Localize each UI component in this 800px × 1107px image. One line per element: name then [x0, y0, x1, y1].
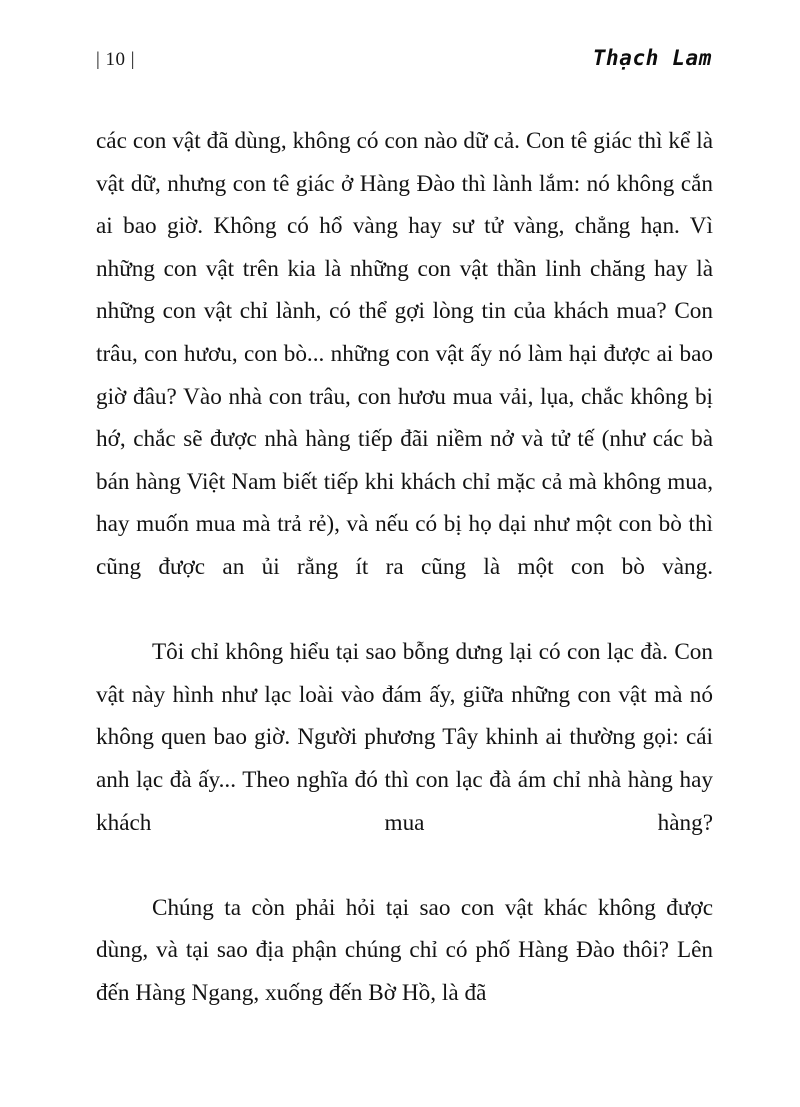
paragraph-1: các con vật đã dùng, không có con nào dữ cả. Con tê giác thì kể là vật dữ, nhưng con tê giác ở Hàng Đào thì lành lắm: nó không cắn ai bao giờ. Không có hổ vàng hay sư tử vàng, chẳng hạn. Vì những con vật trên kia là những con vật thần linh chăng hay là những con vật chỉ lành, có thể gợi lòng tin của khách mua? Con trâu, con hươu, con bò... những con vật ấy nó làm hại được ai bao giờ đâu? Vào nhà con trâu, con hươu mua vải, lụa, chắc không bị hớ, chắc sẽ được nhà hàng tiếp đãi niềm nở và tử tế (như các bà bán hàng Việt Nam biết tiếp khi khách chỉ mặc cả mà không mua, hay muốn mua mà trả rẻ), và nếu có bị họ dại như một con bò thì cũng được an ủi rằng ít ra cũng là một con bò vàng.: [96, 128, 713, 580]
running-head: [96, 48, 712, 78]
page-number: | 10 |: [96, 49, 136, 70]
author-running-head: Thạch Lam: [592, 46, 712, 70]
paragraph-2: Tôi chỉ không hiểu tại sao bỗng dưng lại có con lạc đà. Con vật này hình như lạc loài vào đám ấy, giữa những con vật mà nó không quen bao giờ. Người phương Tây khinh ai thường gọi: cái anh lạc đà ấy... Theo nghĩa đó thì con lạc đà ám chỉ nhà hàng hay khách mua hàng?: [96, 639, 713, 836]
body-text-block: [96, 120, 713, 1014]
paragraph-3: Chúng ta còn phải hỏi tại sao con vật khác không được dùng, và tại sao địa phận chúng chỉ có phố Hàng Đào thôi? Lên đến Hàng Ngang, xuống đến Bờ Hồ, là đã: [96, 894, 713, 1006]
